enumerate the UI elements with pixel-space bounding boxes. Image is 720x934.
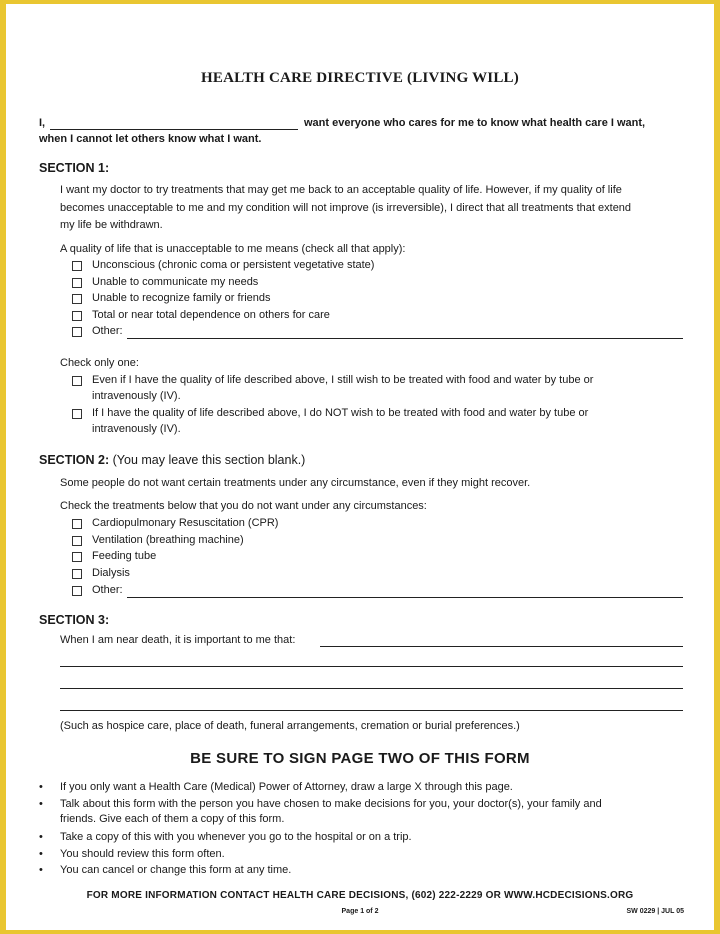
option-unable-recognize: Unable to recognize family or friends <box>92 292 271 304</box>
other-treatment-line[interactable] <box>127 597 683 598</box>
choice-not-treat-line2: intravenously (IV). <box>92 423 181 435</box>
sign-page-two-banner: BE SURE TO SIGN PAGE TWO OF THIS FORM <box>190 750 530 767</box>
choice-treat-line1: Even if I have the quality of life described above, I still wish to be treated with food and water by tube or <box>92 374 594 386</box>
quality-label: A quality of life that is unacceptable to me means (check all that apply): <box>60 243 406 255</box>
option-other-treatment: Other: <box>92 584 123 596</box>
section3-prompt: When I am near death, it is important to me that: <box>60 634 296 646</box>
bullet-marker: • <box>39 798 43 810</box>
bullet-5: You can cancel or change this form at any time. <box>60 864 292 876</box>
option-unconscious: Unconscious (chronic coma or persistent vegetative state) <box>92 259 375 271</box>
name-line[interactable] <box>50 129 298 130</box>
section1-heading: SECTION 1: <box>39 161 110 175</box>
bullet-1: If you only want a Health Care (Medical) Power of Attorney, draw a large X through this page. <box>60 781 513 793</box>
checkbox-unconscious[interactable] <box>72 261 82 271</box>
section1-para-line3: my life be withdrawn. <box>60 219 163 231</box>
checkbox-dependence[interactable] <box>72 311 82 321</box>
option-cpr: Cardiopulmonary Resuscitation (CPR) <box>92 517 279 529</box>
checkbox-feeding-tube[interactable] <box>72 552 82 562</box>
bullet-marker: • <box>39 781 43 793</box>
section3-note: (Such as hospice care, place of death, funeral arrangements, cremation or burial preferences.) <box>60 720 520 732</box>
checkbox-other-quality[interactable] <box>72 327 82 337</box>
section3-line-4[interactable] <box>60 710 683 711</box>
section3-line-2[interactable] <box>60 666 683 667</box>
section3-heading: SECTION 3: <box>39 613 110 627</box>
option-other-quality: Other: <box>92 325 123 337</box>
checkbox-choice-treat[interactable] <box>72 376 82 386</box>
checkbox-other-treatment[interactable] <box>72 586 82 596</box>
bullet-2-line2: friends. Give each of them a copy of this form. <box>60 813 285 825</box>
section1-para-line2: becomes unacceptable to me and my condition will not improve (is irreversible), I direct that all treatments that extend <box>60 202 632 214</box>
page-title: HEALTH CARE DIRECTIVE (LIVING WILL) <box>201 70 519 86</box>
section3-line-3[interactable] <box>60 688 683 689</box>
option-dialysis: Dialysis <box>92 567 130 579</box>
bullet-3: Take a copy of this with you whenever you go to the hospital or on a trip. <box>60 831 412 843</box>
option-unable-communicate: Unable to communicate my needs <box>92 276 259 288</box>
option-dependence: Total or near total dependence on others for care <box>92 309 330 321</box>
intro-text-line2: when I cannot let others know what I want. <box>39 133 262 145</box>
bullet-marker: • <box>39 831 43 843</box>
checkbox-dialysis[interactable] <box>72 569 82 579</box>
section2-heading: SECTION 2: <box>39 453 110 467</box>
choice-not-treat-line1: If I have the quality of life described above, I do NOT wish to be treated with food and water by tube or <box>92 407 589 419</box>
page-number: Page 1 of 2 <box>341 908 379 915</box>
check-one-label: Check only one: <box>60 357 139 369</box>
checkbox-choice-not-treat[interactable] <box>72 409 82 419</box>
form-code: SW 0229 | JUL 05 <box>626 908 684 915</box>
intro-text: want everyone who cares for me to know what health care I want, <box>304 117 646 129</box>
choice-treat-line2: intravenously (IV). <box>92 390 181 402</box>
section2-para: Some people do not want certain treatments under any circumstance, even if they might recover. <box>60 477 531 489</box>
checkbox-unable-recognize[interactable] <box>72 294 82 304</box>
section2-check-label: Check the treatments below that you do not want under any circumstances: <box>60 500 427 512</box>
section2-heading-note: (You may leave this section blank.) <box>112 453 306 467</box>
checkbox-cpr[interactable] <box>72 519 82 529</box>
section3-line-1[interactable] <box>320 646 683 647</box>
checkbox-ventilation[interactable] <box>72 536 82 546</box>
bullet-2-line1: Talk about this form with the person you have chosen to make decisions for you, your doctor(s), your family and <box>60 798 602 810</box>
other-quality-line[interactable] <box>127 338 683 339</box>
bullet-marker: • <box>39 848 43 860</box>
section1-para-line1: I want my doctor to try treatments that may get me back to an acceptable quality of life. However, if my quality of life <box>60 184 622 196</box>
footer-contact: FOR MORE INFORMATION CONTACT HEALTH CARE DECISIONS, (602) 222-2229 OR WWW.HCDECISIONS.ORG <box>86 890 634 901</box>
intro-prefix: I, <box>39 117 46 129</box>
section2-heading-row <box>39 453 305 467</box>
option-ventilation: Ventilation (breathing machine) <box>92 534 244 546</box>
checkbox-unable-communicate[interactable] <box>72 278 82 288</box>
bullet-marker: • <box>39 864 43 876</box>
form-page <box>6 4 714 930</box>
bullet-4: You should review this form often. <box>60 848 225 860</box>
option-feeding-tube: Feeding tube <box>92 550 157 562</box>
